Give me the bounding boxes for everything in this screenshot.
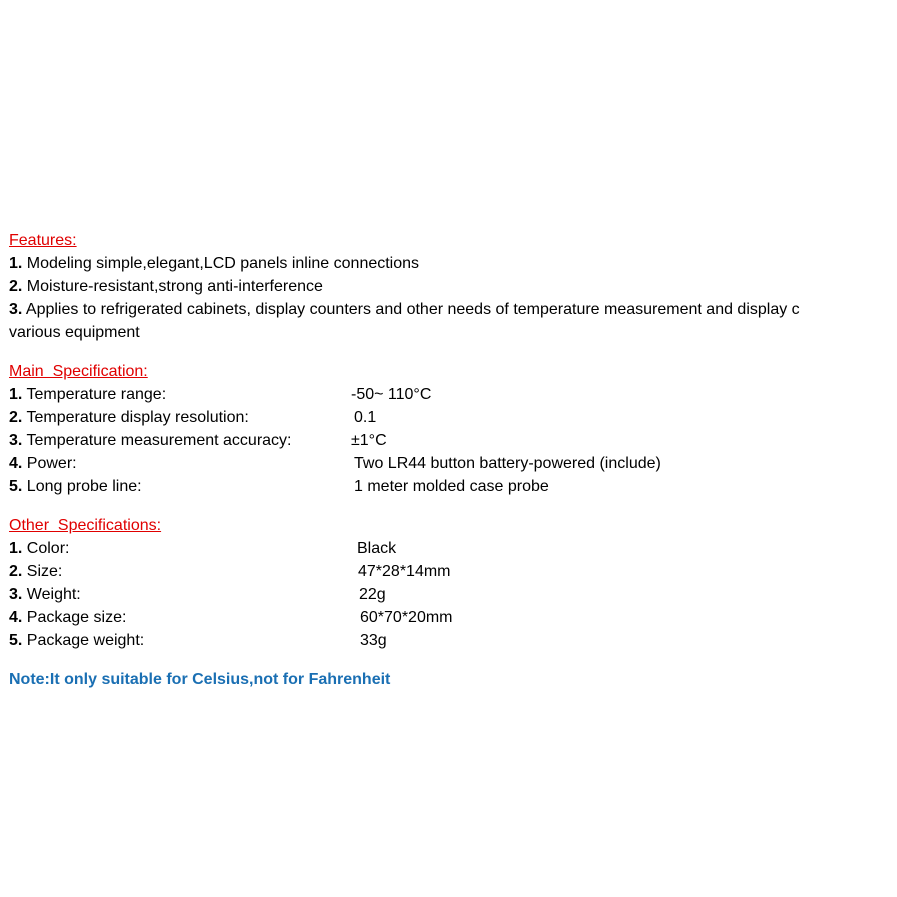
features-heading: Features: (9, 232, 77, 249)
spec-value: 47*28*14mm (358, 563, 451, 580)
spec-row (9, 606, 897, 629)
spec-value: 0.1 (354, 409, 377, 426)
item-number: 4. (9, 609, 23, 626)
item-number: 1. (9, 255, 23, 272)
spec-value: ±1°C (351, 432, 387, 449)
spec-row (9, 383, 897, 406)
spec-value: 22g (359, 586, 386, 603)
item-number: 2. (9, 409, 23, 426)
spec-label: Temperature display resolution: (26, 409, 249, 426)
celsius-note: Note:It only suitable for Celsius,not for Fahrenheit (9, 671, 391, 688)
item-number: 2. (9, 563, 23, 580)
spec-value: -50~ 110°C (351, 386, 432, 403)
feature-item (9, 252, 897, 275)
spec-row (9, 429, 897, 452)
spec-row (9, 537, 897, 560)
item-number: 3. (9, 586, 23, 603)
feature-item (9, 298, 897, 321)
spec-row (9, 583, 897, 606)
item-number: 5. (9, 478, 23, 495)
item-number: 2. (9, 278, 23, 295)
product-description (9, 229, 897, 691)
feature-item (9, 275, 897, 298)
spec-label: Size: (26, 563, 63, 580)
feature-text: Moisture-resistant,strong anti-interference (26, 278, 323, 295)
spec-label: Color: (26, 540, 70, 557)
spec-row (9, 406, 897, 429)
spec-row (9, 452, 897, 475)
feature-text: Applies to refrigerated cabinets, display counters and other needs of temperature measurement and display c (25, 301, 800, 318)
spec-label: Temperature measurement accuracy: (26, 432, 292, 449)
spec-value: Black (357, 540, 397, 557)
item-number: 5. (9, 632, 23, 649)
feature-text: Modeling simple,elegant,LCD panels inline connections (26, 255, 420, 272)
spec-value: 1 meter molded case probe (354, 478, 549, 495)
spec-row (9, 475, 897, 498)
spec-row (9, 560, 897, 583)
spec-label: Weight: (26, 586, 81, 603)
item-number: 3. (9, 301, 23, 318)
spec-label: Temperature range: (26, 386, 167, 403)
other-spec-heading: Other Specifications: (9, 517, 162, 534)
item-number: 1. (9, 386, 23, 403)
spec-label: Package size: (26, 609, 127, 626)
spec-label: Package weight: (26, 632, 145, 649)
item-number: 3. (9, 432, 23, 449)
spec-label: Power: (26, 455, 77, 472)
spec-value: Two LR44 button battery-powered (include) (354, 455, 661, 472)
spec-row (9, 629, 897, 652)
item-number: 4. (9, 455, 23, 472)
main-spec-heading: Main Specification: (9, 363, 148, 380)
spec-label: Long probe line: (26, 478, 142, 495)
item-number: 1. (9, 540, 23, 557)
feature-continuation: various equipment (9, 324, 140, 341)
spec-value: 33g (360, 632, 387, 649)
spec-value: 60*70*20mm (360, 609, 453, 626)
